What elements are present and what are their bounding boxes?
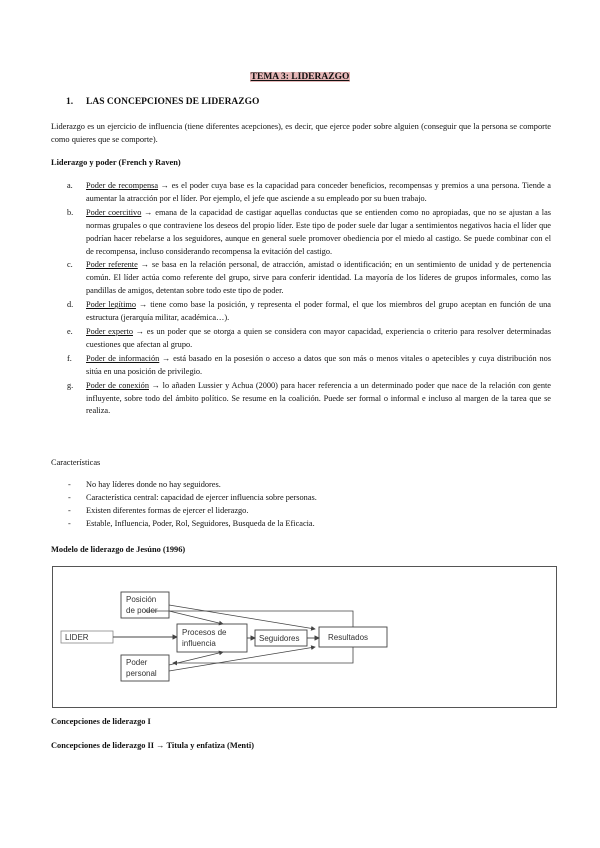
power-list	[51, 180, 551, 418]
characteristics-heading: Características	[51, 458, 101, 467]
list-marker: b.	[67, 207, 74, 217]
diagram-svg	[53, 567, 556, 707]
list-marker: -	[68, 518, 71, 528]
characteristic-text: Característica central: capacidad de ejercer influencia sobre personas.	[86, 492, 317, 502]
section-heading	[66, 97, 259, 107]
proceso-label-1: Procesos de	[182, 628, 227, 637]
power-item	[51, 299, 551, 325]
lider-label: LIDER	[65, 633, 89, 642]
power-term: Poder de información	[86, 353, 160, 363]
list-marker: g.	[67, 380, 74, 390]
power-term: Poder de recompensa	[86, 181, 159, 190]
list-marker: d.	[67, 300, 74, 310]
power-term: Poder de conexión	[86, 380, 149, 390]
power-term: Poder coercitivo	[86, 207, 142, 217]
concepciones-2-heading: Concepciones de liderazgo II → Titula y enfatiza (Menti)	[51, 741, 254, 750]
power-term: Poder experto	[86, 326, 133, 336]
proceso-label-2: influencia	[182, 639, 216, 648]
personal-label-2: personal	[126, 669, 157, 678]
power-text: → está basado en la posesión o acceso a datos que son más o menos vitales o apetecibles y cuya distribución nos sitúa en una posición de privilegio.	[86, 353, 551, 376]
power-term: Poder legítimo	[86, 300, 136, 310]
characteristic-text: No hay líderes donde no hay seguidores.	[86, 480, 221, 489]
characteristic-text: Estable, Influencia, Poder, Rol, Seguidores, Busqueda de la Eficacia.	[86, 518, 315, 528]
leadership-model-diagram	[52, 566, 557, 708]
power-text: → es el poder cuya base es la capacidad para conceder beneficios, recompensas y premios a una persona. Tiende a aumentar la atracción por el líder. Por ejemplo, el jefe que asciende a su empleado por su buen trabajo.	[86, 181, 551, 203]
model-heading: Modelo de liderazgo de Jesúno (1996)	[51, 545, 186, 554]
power-text: → se basa en la relación personal, de atracción, amistad o identificación; en un sentimiento de unidad y de pertenencia común. El líder actúa como referente del grupo, sirve para conferir identidad. La mayoría de los líderes de grupos informales, como las pandillas de amigos, detentan sobre todo este tipo de poder.	[86, 260, 552, 296]
characteristic-item	[51, 492, 551, 505]
list-marker: e.	[67, 326, 73, 336]
posicion-label-2: de poder	[126, 606, 158, 615]
power-term: Poder referente	[86, 260, 138, 270]
posicion-label-1: Posición	[126, 595, 157, 604]
seguidores-label: Seguidores	[259, 634, 300, 643]
power-item	[51, 259, 551, 298]
list-marker: -	[68, 505, 71, 515]
document-title-text: TEMA 3: LIDERAZGO	[250, 72, 350, 82]
characteristic-text: Existen diferentes formas de ejercer el liderazgo.	[86, 505, 249, 515]
personal-label-1: Poder	[126, 658, 148, 667]
document-title	[0, 72, 600, 82]
characteristic-item	[51, 479, 551, 492]
list-marker: c.	[67, 260, 73, 270]
list-marker: f.	[67, 353, 72, 363]
section-title: LAS CONCEPCIONES DE LIDERAZGO	[86, 97, 260, 107]
concepciones-1-heading: Concepciones de liderazgo I	[51, 717, 151, 726]
intro-paragraph: Liderazgo es un ejercicio de influencia (tiene diferentes acepciones), es decir, que ejerce poder sobre alguien (conseguir que la persona se comporte como quieres que se comporte).	[51, 122, 551, 145]
power-item	[51, 180, 551, 206]
list-marker: -	[68, 480, 71, 489]
resultados-label: Resultados	[328, 633, 369, 642]
power-item	[51, 380, 551, 419]
power-heading: Liderazgo y poder (French y Raven)	[51, 158, 181, 167]
power-text: → emana de la capacidad de castigar aquellas conductas que se entienden como no apropiadas, que no se ajustan a las normas grupales o que contraviene los deseos del propio líder. Este tipo de poder suele dar lugar a sentimientos negativos hacia el líder que podrían hacer rebelarse a los seguidores, aunque en general suele promover obediencia por el miedo al castigo. Se puede combinar con el de recompensa, incluso considerando recompensa la evitación del castigo.	[86, 207, 551, 256]
feedback-top	[145, 611, 353, 627]
characteristics-list	[51, 479, 551, 531]
power-text: → lo añaden Lussier y Achua (2000) para hacer referencia a un determinado poder que nace de la relación con gente influyente, sobre todo del ámbito político. Se resume en la coalición. Puede ser formal o informal e incluso al margen de la tarea que se realiza.	[86, 380, 551, 416]
power-item	[51, 353, 551, 379]
characteristic-item	[51, 518, 551, 531]
power-text: → es un poder que se otorga a quien se considera con mayor capacidad, experiencia o criterio para resolver determinadas cuestiones que afectan al grupo.	[86, 326, 551, 349]
list-marker: a.	[67, 181, 73, 190]
power-item	[51, 326, 551, 352]
section-number: 1.	[66, 97, 74, 107]
power-item	[51, 207, 551, 259]
power-text: → tiene como base la posición, y representa el poder formal, el que los miembros del grupo aceptan en función de una estructura (jerarquía militar, académica…).	[86, 300, 551, 323]
list-marker: -	[68, 492, 71, 502]
characteristic-item	[51, 505, 551, 518]
